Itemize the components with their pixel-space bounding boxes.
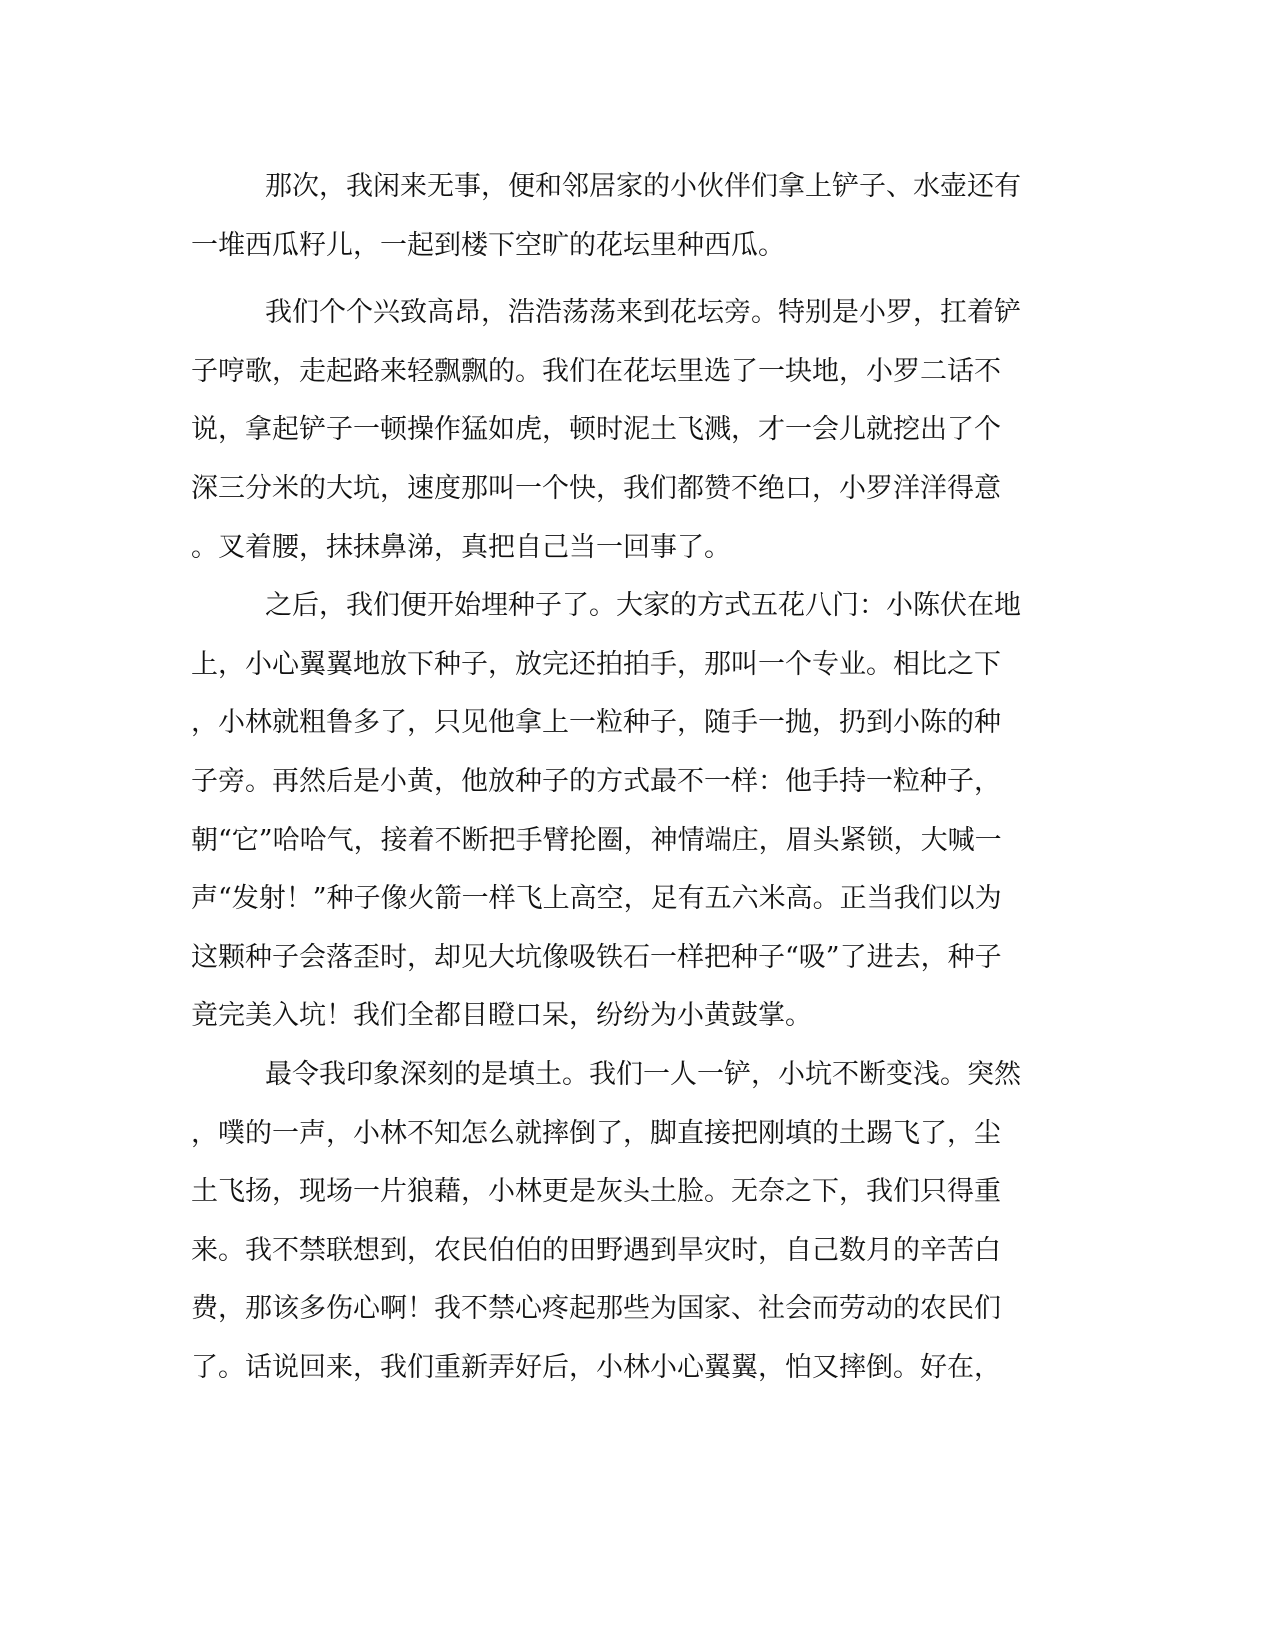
paragraph-line: 上，小心翼翼地放下种子，放完还拍拍手，那叫一个专业。相比之下 — [191, 648, 1001, 680]
paragraph-line: 之后，我们便开始埋种子了。大家的方式五花八门：小陈伏在地 — [265, 590, 1021, 622]
paragraph-line: 声“发射！”种子像火箭一样飞上高空，足有五六米高。正当我们以为 — [191, 883, 1002, 915]
paragraph-line: ，小林就粗鲁多了，只见他拿上一粒种子，随手一抛，扔到小陈的种 — [191, 707, 1001, 739]
paragraph-line: 了。话说回来，我们重新弄好后，小林小心翼翼，怕又摔倒。好在， — [191, 1351, 1001, 1383]
paragraph-line: 竟完美入坑！我们全都目瞪口呆，纷纷为小黄鼓掌。 — [191, 1000, 812, 1032]
document-body — [191, 158, 1091, 1397]
paragraph-line: 朝“它”哈哈气，接着不断把手臂抡圈，神情端庄，眉头紧锁，大喊一 — [191, 824, 1002, 856]
paragraph-line: 子哼歌，走起路来轻飘飘的。我们在花坛里选了一块地，小罗二话不 — [191, 355, 1001, 387]
paragraph-line: 来。我不禁联想到，农民伯伯的田野遇到旱灾时，自己数月的辛苦白 — [191, 1234, 1001, 1266]
paragraph-line: 我们个个兴致高昂，浩浩荡荡来到花坛旁。特别是小罗，扛着铲 — [265, 297, 1021, 329]
paragraph-line: 土飞扬，现场一片狼藉，小林更是灰头土脸。无奈之下，我们只得重 — [191, 1176, 1001, 1208]
paragraph-line: 一堆西瓜籽儿，一起到楼下空旷的花坛里种西瓜。 — [191, 229, 785, 261]
paragraph-line: 深三分米的大坑，速度那叫一个快，我们都赞不绝口，小罗洋洋得意 — [191, 472, 1001, 504]
paragraph-line: 说，拿起铲子一顿操作猛如虎，顿时泥土飞溅，才一会儿就挖出了个 — [191, 414, 1001, 446]
paragraph-line: 这颗种子会落歪时，却见大坑像吸铁石一样把种子“吸”了进去，种子 — [191, 941, 1002, 973]
paragraph-line: 费，那该多伤心啊！我不禁心疼起那些为国家、社会而劳动的农民们 — [191, 1293, 1001, 1325]
paragraph-line: 。叉着腰，抹抹鼻涕，真把自己当一回事了。 — [191, 531, 731, 563]
paragraph-line: ，噗的一声，小林不知怎么就摔倒了，脚直接把刚填的土踢飞了，尘 — [191, 1117, 1001, 1149]
paragraph-line: 那次，我闲来无事，便和邻居家的小伙伴们拿上铲子、水壶还有 — [265, 171, 1021, 202]
paragraph-line: 最令我印象深刻的是填土。我们一人一铲，小坑不断变浅。突然 — [265, 1058, 1021, 1090]
paragraph-line: 子旁。再然后是小黄，他放种子的方式最不一样：他手持一粒种子， — [191, 765, 1001, 797]
